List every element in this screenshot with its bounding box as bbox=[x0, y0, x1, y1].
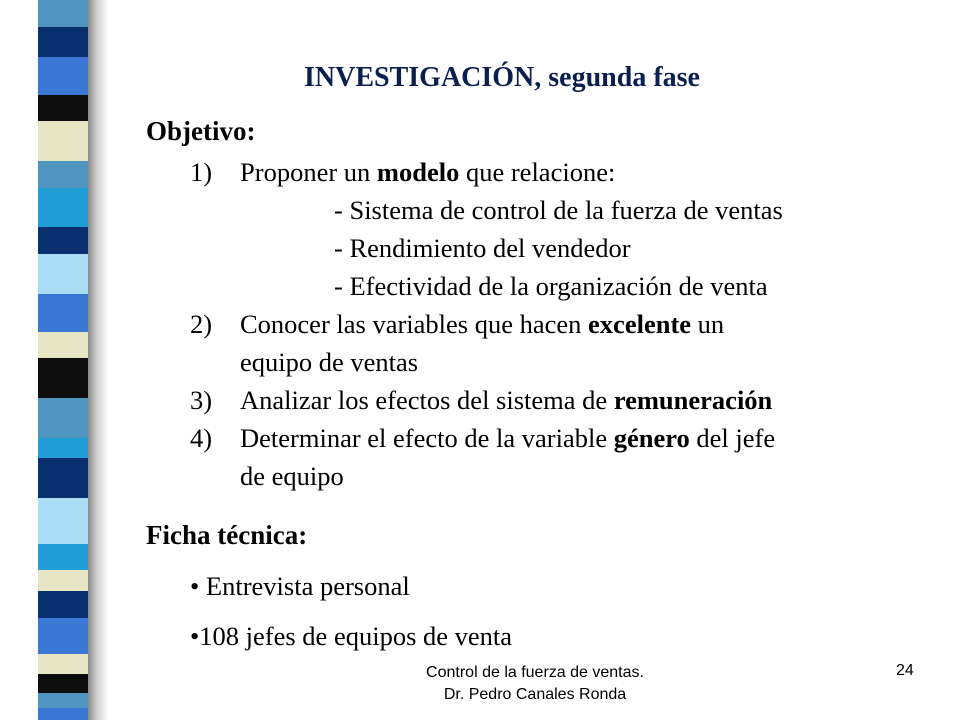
stripe-segment bbox=[38, 498, 88, 543]
ficha-bullet-1: • Entrevista personal bbox=[190, 571, 410, 601]
item-2-text: Conocer las variables que hacen excelente un bbox=[240, 309, 725, 339]
stripe-segment bbox=[38, 294, 88, 332]
stripe-segment bbox=[38, 544, 88, 571]
item-1-number: 1) bbox=[190, 157, 213, 187]
stripe-segment bbox=[38, 161, 88, 188]
ficha-bullet-2: •108 jefes de equipos de venta bbox=[190, 621, 513, 651]
page-number: 24 bbox=[896, 662, 914, 679]
sub-item-1: - Sistema de control de la fuerza de ventas bbox=[334, 195, 783, 225]
stripe-segment bbox=[38, 0, 88, 27]
stripe-segment bbox=[38, 654, 88, 675]
stripe-segment bbox=[38, 227, 88, 254]
item-1-text: Proponer un modelo que relacione: bbox=[240, 157, 616, 187]
stripe-segment bbox=[38, 591, 88, 618]
footer-text bbox=[380, 662, 690, 706]
item-2-number: 2) bbox=[190, 309, 213, 339]
stripe-segment bbox=[38, 358, 88, 398]
stripe-segment bbox=[38, 458, 88, 498]
stripe-segment bbox=[38, 398, 88, 438]
sub-item-2: - Rendimiento del vendedor bbox=[334, 233, 631, 263]
item-3-number: 3) bbox=[190, 385, 213, 415]
objetivo-heading: Objetivo: bbox=[146, 116, 256, 146]
stripe-segment bbox=[38, 618, 88, 654]
footer-line-1: Control de la fuerza de ventas. bbox=[426, 664, 644, 681]
item-3-text: Analizar los efectos del sistema de remuneración bbox=[240, 385, 773, 415]
decorative-stripe bbox=[38, 0, 88, 720]
ficha-heading: Ficha técnica: bbox=[146, 520, 308, 550]
footer-line-2: Dr. Pedro Canales Ronda bbox=[443, 686, 627, 703]
stripe-segment bbox=[38, 693, 88, 708]
item-2-text-line2: equipo de ventas bbox=[240, 347, 419, 377]
item-4-number: 4) bbox=[190, 423, 213, 453]
stripe-segment bbox=[38, 95, 88, 122]
stripe-segment bbox=[38, 27, 88, 57]
stripe-segment bbox=[38, 438, 88, 459]
stripe-segment bbox=[38, 121, 88, 161]
stripe-shadow bbox=[88, 0, 108, 720]
slide-title: INVESTIGACIÓN, segunda fase bbox=[304, 62, 700, 93]
stripe-segment bbox=[38, 708, 88, 719]
item-4-text: Determinar el efecto de la variable género del jefe bbox=[240, 423, 776, 453]
stripe-segment bbox=[38, 332, 88, 359]
stripe-segment bbox=[38, 188, 88, 228]
stripe-segment bbox=[38, 674, 88, 693]
item-4-text-line2: de equipo bbox=[240, 461, 344, 491]
stripe-segment bbox=[38, 570, 88, 591]
sub-item-3: - Efectividad de la organización de venta bbox=[334, 271, 768, 301]
stripe-segment bbox=[38, 254, 88, 294]
stripe-segment bbox=[38, 57, 88, 95]
